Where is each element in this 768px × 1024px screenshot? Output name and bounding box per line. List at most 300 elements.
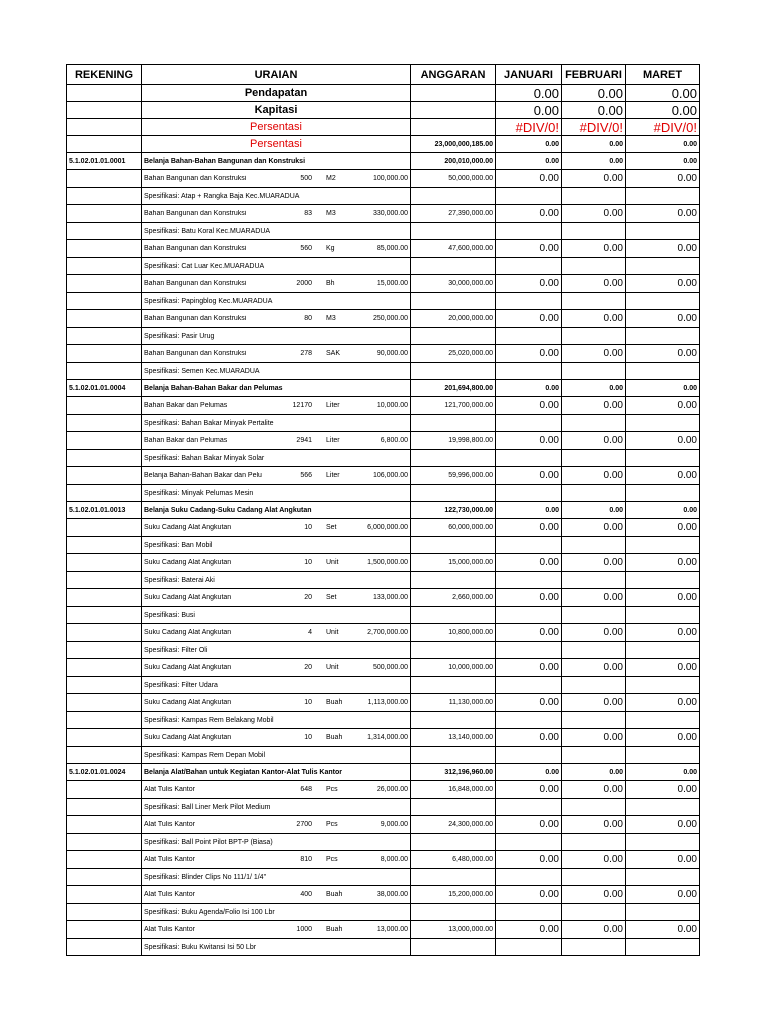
item-spec[interactable]: Spesifikasi: Kampas Rem Belakang Mobil: [142, 712, 411, 729]
cell[interactable]: [67, 397, 142, 415]
item-mar[interactable]: 0.00: [626, 397, 700, 415]
cell[interactable]: [67, 450, 142, 467]
item-jan[interactable]: 0.00: [496, 432, 562, 450]
item-mar[interactable]: 0.00: [626, 886, 700, 904]
item-total[interactable]: 27,390,000.00: [411, 205, 496, 223]
group-code[interactable]: 5.1.02.01.01.0024: [67, 764, 142, 781]
group-title[interactable]: Belanja Bahan-Bahan Bangunan dan Konstruksi: [142, 153, 411, 170]
cell[interactable]: [626, 328, 700, 345]
item-description[interactable]: [142, 781, 411, 799]
cell[interactable]: [67, 537, 142, 554]
cell[interactable]: [67, 293, 142, 310]
cell[interactable]: [67, 240, 142, 258]
item-feb[interactable]: 0.00: [562, 205, 626, 223]
item-jan[interactable]: 0.00: [496, 205, 562, 223]
item-spec[interactable]: Spesifikasi: Ball Liner Merk Pilot Medium: [142, 799, 411, 816]
item-mar[interactable]: 0.00: [626, 345, 700, 363]
item-feb[interactable]: 0.00: [562, 432, 626, 450]
item-jan[interactable]: 0.00: [496, 275, 562, 293]
item-spec[interactable]: Spesifikasi: Ban Mobil: [142, 537, 411, 554]
cell[interactable]: [626, 572, 700, 589]
cell[interactable]: [496, 485, 562, 502]
item-spec[interactable]: Spesifikasi: Bahan Bakar Minyak Solar: [142, 450, 411, 467]
cell[interactable]: [67, 572, 142, 589]
cell[interactable]: [67, 119, 142, 136]
cell[interactable]: [626, 869, 700, 886]
item-mar[interactable]: 0.00: [626, 275, 700, 293]
item-total[interactable]: 11,130,000.00: [411, 694, 496, 712]
item-description[interactable]: [142, 240, 411, 258]
summary-mar[interactable]: 0.00: [626, 102, 700, 119]
header-maret[interactable]: MARET: [626, 65, 700, 85]
item-feb[interactable]: 0.00: [562, 729, 626, 747]
item-total[interactable]: 10,000,000.00: [411, 659, 496, 677]
group-feb[interactable]: 0.00: [562, 502, 626, 519]
item-feb[interactable]: 0.00: [562, 886, 626, 904]
item-jan[interactable]: 0.00: [496, 886, 562, 904]
item-mar[interactable]: 0.00: [626, 729, 700, 747]
item-feb[interactable]: 0.00: [562, 659, 626, 677]
item-jan[interactable]: 0.00: [496, 170, 562, 188]
summary-feb[interactable]: 0.00: [562, 85, 626, 102]
group-title[interactable]: Belanja Suku Cadang-Suku Cadang Alat Angkutan: [142, 502, 411, 519]
item-jan[interactable]: 0.00: [496, 397, 562, 415]
cell[interactable]: [67, 781, 142, 799]
item-description[interactable]: [142, 659, 411, 677]
item-description[interactable]: [142, 921, 411, 939]
cell[interactable]: [496, 677, 562, 694]
cell[interactable]: [411, 102, 496, 119]
summary-mar[interactable]: #DIV/0!: [626, 119, 700, 136]
item-mar[interactable]: 0.00: [626, 816, 700, 834]
cell[interactable]: [67, 275, 142, 293]
item-feb[interactable]: 0.00: [562, 170, 626, 188]
cell[interactable]: [562, 834, 626, 851]
group-anggaran[interactable]: 312,196,960.00: [411, 764, 496, 781]
cell[interactable]: [496, 712, 562, 729]
cell[interactable]: [562, 363, 626, 380]
item-mar[interactable]: 0.00: [626, 432, 700, 450]
group-title[interactable]: Belanja Bahan-Bahan Bakar dan Pelumas: [142, 380, 411, 397]
cell[interactable]: [67, 729, 142, 747]
item-spec[interactable]: Spesifikasi: Buku Kwitansi Isi 50 Lbr: [142, 939, 411, 956]
item-total[interactable]: 15,200,000.00: [411, 886, 496, 904]
group-feb[interactable]: 0.00: [562, 764, 626, 781]
cell[interactable]: [67, 258, 142, 275]
item-jan[interactable]: 0.00: [496, 781, 562, 799]
item-jan[interactable]: 0.00: [496, 467, 562, 485]
cell[interactable]: [626, 223, 700, 240]
cell[interactable]: [411, 939, 496, 956]
item-feb[interactable]: 0.00: [562, 851, 626, 869]
item-mar[interactable]: 0.00: [626, 310, 700, 328]
cell[interactable]: [67, 519, 142, 537]
item-total[interactable]: 47,600,000.00: [411, 240, 496, 258]
cell[interactable]: [67, 677, 142, 694]
summary-feb[interactable]: #DIV/0!: [562, 119, 626, 136]
item-spec[interactable]: Spesifikasi: Ball Point Pilot BPT-P (Biasa): [142, 834, 411, 851]
cell[interactable]: [562, 799, 626, 816]
cell[interactable]: [67, 642, 142, 659]
cell[interactable]: [626, 834, 700, 851]
item-jan[interactable]: 0.00: [496, 589, 562, 607]
item-mar[interactable]: 0.00: [626, 170, 700, 188]
group-feb[interactable]: 0.00: [562, 380, 626, 397]
item-mar[interactable]: 0.00: [626, 240, 700, 258]
cell[interactable]: [411, 904, 496, 921]
summary-label[interactable]: Kapitasi: [142, 102, 411, 119]
summary-label[interactable]: Persentasi: [142, 119, 411, 136]
cell[interactable]: [562, 712, 626, 729]
cell[interactable]: [67, 799, 142, 816]
header-anggaran[interactable]: ANGGARAN: [411, 65, 496, 85]
cell[interactable]: [626, 485, 700, 502]
item-feb[interactable]: 0.00: [562, 624, 626, 642]
item-spec[interactable]: Spesifikasi: Filter Oli: [142, 642, 411, 659]
summary-feb[interactable]: 0.00: [562, 102, 626, 119]
summary-mar[interactable]: 0.00: [626, 85, 700, 102]
cell[interactable]: [626, 712, 700, 729]
group-jan[interactable]: 0.00: [496, 380, 562, 397]
cell[interactable]: [411, 450, 496, 467]
cell[interactable]: [626, 677, 700, 694]
item-jan[interactable]: 0.00: [496, 851, 562, 869]
item-spec[interactable]: Spesifikasi: Papingblog Kec.MUARADUA: [142, 293, 411, 310]
item-spec[interactable]: Spesifikasi: Blinder Clips No 111/1/ 1/4": [142, 869, 411, 886]
item-total[interactable]: 6,480,000.00: [411, 851, 496, 869]
item-jan[interactable]: 0.00: [496, 729, 562, 747]
cell[interactable]: [67, 939, 142, 956]
cell[interactable]: [67, 694, 142, 712]
cell[interactable]: [67, 415, 142, 432]
item-mar[interactable]: 0.00: [626, 624, 700, 642]
item-feb[interactable]: 0.00: [562, 467, 626, 485]
item-total[interactable]: 19,998,800.00: [411, 432, 496, 450]
cell[interactable]: [411, 677, 496, 694]
cell[interactable]: [626, 607, 700, 624]
cell[interactable]: [411, 328, 496, 345]
item-spec[interactable]: Spesifikasi: Semen Kec.MUARADUA: [142, 363, 411, 380]
group-title[interactable]: Belanja Alat/Bahan untuk Kegiatan Kantor-Alat Tulis Kantor: [142, 764, 411, 781]
cell[interactable]: [67, 432, 142, 450]
cell[interactable]: [496, 415, 562, 432]
cell[interactable]: [67, 589, 142, 607]
item-description[interactable]: [142, 397, 411, 415]
header-februari[interactable]: FEBRUARI: [562, 65, 626, 85]
item-description[interactable]: [142, 729, 411, 747]
cell[interactable]: [67, 816, 142, 834]
cell[interactable]: [562, 415, 626, 432]
item-feb[interactable]: 0.00: [562, 310, 626, 328]
summary-jan[interactable]: 0.00: [496, 102, 562, 119]
item-total[interactable]: 16,848,000.00: [411, 781, 496, 799]
item-total[interactable]: 50,000,000.00: [411, 170, 496, 188]
item-mar[interactable]: 0.00: [626, 781, 700, 799]
item-description[interactable]: [142, 467, 411, 485]
cell[interactable]: [496, 642, 562, 659]
item-description[interactable]: [142, 589, 411, 607]
cell[interactable]: [626, 799, 700, 816]
item-jan[interactable]: 0.00: [496, 519, 562, 537]
cell[interactable]: [626, 904, 700, 921]
cell[interactable]: [67, 747, 142, 764]
group-code[interactable]: 5.1.02.01.01.0004: [67, 380, 142, 397]
cell[interactable]: [411, 834, 496, 851]
cell[interactable]: [411, 747, 496, 764]
cell[interactable]: [411, 572, 496, 589]
item-feb[interactable]: 0.00: [562, 589, 626, 607]
item-feb[interactable]: 0.00: [562, 397, 626, 415]
item-feb[interactable]: 0.00: [562, 554, 626, 572]
group-jan[interactable]: 0.00: [496, 502, 562, 519]
cell[interactable]: [67, 102, 142, 119]
item-mar[interactable]: 0.00: [626, 519, 700, 537]
cell[interactable]: [496, 869, 562, 886]
item-description[interactable]: [142, 624, 411, 642]
cell[interactable]: [67, 869, 142, 886]
item-mar[interactable]: 0.00: [626, 851, 700, 869]
item-spec[interactable]: Spesifikasi: Bahan Bakar Minyak Pertalite: [142, 415, 411, 432]
item-description[interactable]: [142, 886, 411, 904]
item-description[interactable]: [142, 851, 411, 869]
item-feb[interactable]: 0.00: [562, 345, 626, 363]
summary-label[interactable]: Pendapatan: [142, 85, 411, 102]
item-spec[interactable]: Spesifikasi: Kampas Rem Depan Mobil: [142, 747, 411, 764]
cell[interactable]: [411, 119, 496, 136]
cell[interactable]: [626, 537, 700, 554]
cell[interactable]: [67, 188, 142, 205]
group-code[interactable]: 5.1.02.01.01.0013: [67, 502, 142, 519]
cell[interactable]: [562, 747, 626, 764]
cell[interactable]: [411, 485, 496, 502]
cell[interactable]: [496, 450, 562, 467]
cell[interactable]: [626, 293, 700, 310]
group-feb[interactable]: 0.00: [562, 153, 626, 170]
cell[interactable]: [67, 363, 142, 380]
item-total[interactable]: 59,996,000.00: [411, 467, 496, 485]
cell[interactable]: [411, 85, 496, 102]
cell[interactable]: [562, 328, 626, 345]
item-total[interactable]: 10,800,000.00: [411, 624, 496, 642]
item-total[interactable]: 20,000,000.00: [411, 310, 496, 328]
summary-anggaran-total[interactable]: 23,000,000,185.00: [411, 136, 496, 153]
item-spec[interactable]: Spesifikasi: Batu Koral Kec.MUARADUA: [142, 223, 411, 240]
cell[interactable]: [626, 188, 700, 205]
item-spec[interactable]: Spesifikasi: Pasir Urug: [142, 328, 411, 345]
cell[interactable]: [67, 170, 142, 188]
cell[interactable]: [562, 869, 626, 886]
item-mar[interactable]: 0.00: [626, 659, 700, 677]
cell[interactable]: [67, 851, 142, 869]
cell[interactable]: [411, 415, 496, 432]
item-feb[interactable]: 0.00: [562, 240, 626, 258]
item-feb[interactable]: 0.00: [562, 519, 626, 537]
cell[interactable]: [496, 572, 562, 589]
cell[interactable]: [496, 223, 562, 240]
item-spec[interactable]: Spesifikasi: Atap + Rangka Baja Kec.MUARADUA: [142, 188, 411, 205]
item-total[interactable]: 24,300,000.00: [411, 816, 496, 834]
cell[interactable]: [411, 223, 496, 240]
cell[interactable]: [411, 607, 496, 624]
item-jan[interactable]: 0.00: [496, 624, 562, 642]
group-anggaran[interactable]: 122,730,000.00: [411, 502, 496, 519]
cell[interactable]: [626, 415, 700, 432]
item-feb[interactable]: 0.00: [562, 275, 626, 293]
group-mar[interactable]: 0.00: [626, 502, 700, 519]
cell[interactable]: [411, 537, 496, 554]
cell[interactable]: [496, 799, 562, 816]
item-total[interactable]: 30,000,000.00: [411, 275, 496, 293]
item-jan[interactable]: 0.00: [496, 240, 562, 258]
item-total[interactable]: 121,700,000.00: [411, 397, 496, 415]
summary-jan[interactable]: 0.00: [496, 136, 562, 153]
item-jan[interactable]: 0.00: [496, 310, 562, 328]
cell[interactable]: [67, 85, 142, 102]
cell[interactable]: [67, 659, 142, 677]
item-mar[interactable]: 0.00: [626, 554, 700, 572]
item-total[interactable]: 13,000,000.00: [411, 921, 496, 939]
item-mar[interactable]: 0.00: [626, 589, 700, 607]
header-januari[interactable]: JANUARI: [496, 65, 562, 85]
cell[interactable]: [562, 939, 626, 956]
cell[interactable]: [67, 904, 142, 921]
item-spec[interactable]: Spesifikasi: Cat Luar Kec.MUARADUA: [142, 258, 411, 275]
cell[interactable]: [626, 363, 700, 380]
cell[interactable]: [67, 136, 142, 153]
group-anggaran[interactable]: 200,010,000.00: [411, 153, 496, 170]
cell[interactable]: [562, 293, 626, 310]
summary-jan[interactable]: 0.00: [496, 85, 562, 102]
cell[interactable]: [67, 834, 142, 851]
cell[interactable]: [67, 223, 142, 240]
item-feb[interactable]: 0.00: [562, 694, 626, 712]
item-description[interactable]: [142, 432, 411, 450]
group-mar[interactable]: 0.00: [626, 764, 700, 781]
cell[interactable]: [411, 293, 496, 310]
group-mar[interactable]: 0.00: [626, 153, 700, 170]
cell[interactable]: [562, 904, 626, 921]
cell[interactable]: [496, 904, 562, 921]
cell[interactable]: [626, 258, 700, 275]
item-total[interactable]: 2,660,000.00: [411, 589, 496, 607]
header-rekening[interactable]: REKENING: [67, 65, 142, 85]
cell[interactable]: [626, 642, 700, 659]
cell[interactable]: [411, 188, 496, 205]
cell[interactable]: [496, 363, 562, 380]
cell[interactable]: [496, 747, 562, 764]
item-jan[interactable]: 0.00: [496, 921, 562, 939]
group-jan[interactable]: 0.00: [496, 153, 562, 170]
item-feb[interactable]: 0.00: [562, 921, 626, 939]
item-mar[interactable]: 0.00: [626, 467, 700, 485]
item-description[interactable]: [142, 275, 411, 293]
item-mar[interactable]: 0.00: [626, 694, 700, 712]
cell[interactable]: [67, 328, 142, 345]
cell[interactable]: [411, 799, 496, 816]
cell[interactable]: [67, 345, 142, 363]
summary-mar[interactable]: 0.00: [626, 136, 700, 153]
cell[interactable]: [496, 188, 562, 205]
item-spec[interactable]: Spesifikasi: Baterai Aki: [142, 572, 411, 589]
group-anggaran[interactable]: 201,694,800.00: [411, 380, 496, 397]
cell[interactable]: [496, 537, 562, 554]
item-feb[interactable]: 0.00: [562, 781, 626, 799]
item-spec[interactable]: Spesifikasi: Minyak Pelumas Mesin: [142, 485, 411, 502]
item-description[interactable]: [142, 170, 411, 188]
item-description[interactable]: [142, 816, 411, 834]
cell[interactable]: [496, 328, 562, 345]
cell[interactable]: [67, 467, 142, 485]
item-jan[interactable]: 0.00: [496, 694, 562, 712]
cell[interactable]: [496, 607, 562, 624]
cell[interactable]: [496, 258, 562, 275]
cell[interactable]: [67, 554, 142, 572]
summary-label[interactable]: Persentasi: [142, 136, 411, 153]
group-mar[interactable]: 0.00: [626, 380, 700, 397]
cell[interactable]: [411, 642, 496, 659]
header-uraian[interactable]: URAIAN: [142, 65, 411, 85]
cell[interactable]: [67, 310, 142, 328]
cell[interactable]: [626, 939, 700, 956]
item-spec[interactable]: Spesifikasi: Buku Agenda/Folio Isi 100 Lbr: [142, 904, 411, 921]
cell[interactable]: [626, 747, 700, 764]
cell[interactable]: [562, 537, 626, 554]
item-description[interactable]: [142, 345, 411, 363]
cell[interactable]: [496, 293, 562, 310]
item-description[interactable]: [142, 694, 411, 712]
item-jan[interactable]: 0.00: [496, 554, 562, 572]
item-jan[interactable]: 0.00: [496, 659, 562, 677]
cell[interactable]: [411, 869, 496, 886]
cell[interactable]: [562, 188, 626, 205]
item-mar[interactable]: 0.00: [626, 921, 700, 939]
cell[interactable]: [562, 607, 626, 624]
item-spec[interactable]: Spesifikasi: Filter Udara: [142, 677, 411, 694]
cell[interactable]: [67, 205, 142, 223]
cell[interactable]: [626, 450, 700, 467]
cell[interactable]: [562, 485, 626, 502]
item-total[interactable]: 15,000,000.00: [411, 554, 496, 572]
group-jan[interactable]: 0.00: [496, 764, 562, 781]
cell[interactable]: [562, 258, 626, 275]
cell[interactable]: [411, 258, 496, 275]
item-mar[interactable]: 0.00: [626, 205, 700, 223]
item-feb[interactable]: 0.00: [562, 816, 626, 834]
cell[interactable]: [562, 642, 626, 659]
cell[interactable]: [562, 450, 626, 467]
cell[interactable]: [496, 834, 562, 851]
cell[interactable]: [67, 607, 142, 624]
item-total[interactable]: 13,140,000.00: [411, 729, 496, 747]
item-description[interactable]: [142, 519, 411, 537]
cell[interactable]: [67, 712, 142, 729]
cell[interactable]: [67, 485, 142, 502]
cell[interactable]: [562, 572, 626, 589]
cell[interactable]: [562, 677, 626, 694]
item-description[interactable]: [142, 205, 411, 223]
cell[interactable]: [67, 921, 142, 939]
item-spec[interactable]: Spesifikasi: Busi: [142, 607, 411, 624]
item-total[interactable]: 60,000,000.00: [411, 519, 496, 537]
summary-feb[interactable]: 0.00: [562, 136, 626, 153]
cell[interactable]: [496, 939, 562, 956]
item-jan[interactable]: 0.00: [496, 345, 562, 363]
cell[interactable]: [67, 886, 142, 904]
cell[interactable]: [411, 712, 496, 729]
item-description[interactable]: [142, 310, 411, 328]
item-total[interactable]: 25,020,000.00: [411, 345, 496, 363]
group-code[interactable]: 5.1.02.01.01.0001: [67, 153, 142, 170]
